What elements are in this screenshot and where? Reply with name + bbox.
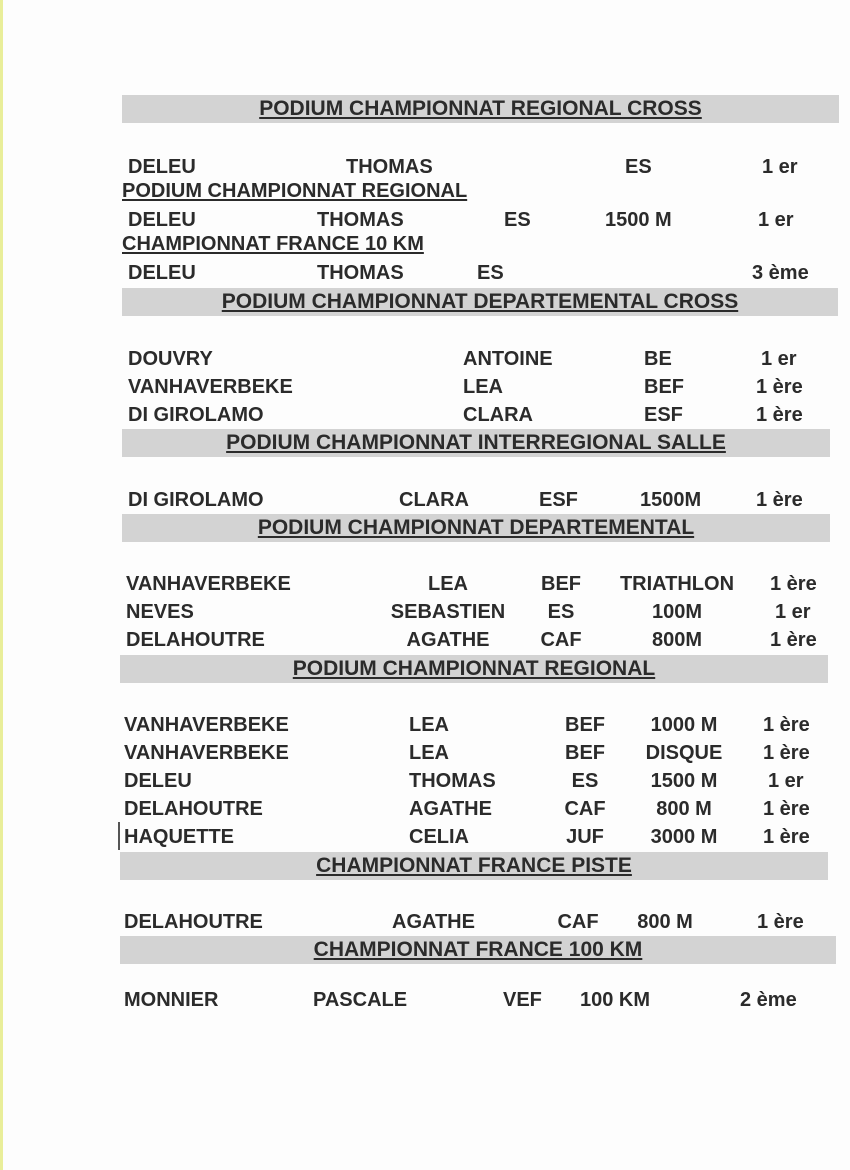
athlete-category: ES: [547, 601, 575, 623]
athlete-lastname: MONNIER: [124, 989, 219, 1011]
table-row: [0, 402, 850, 428]
section-header-france-100km: CHAMPIONNAT FRANCE 100 KM: [120, 936, 836, 964]
athlete-lastname: DOUVRY: [128, 348, 213, 370]
athlete-lastname: VANHAVERBEKE: [128, 376, 293, 398]
athlete-place: 1 ère: [763, 714, 810, 736]
table-row: [0, 796, 850, 822]
athlete-lastname: NEVES: [126, 601, 194, 623]
athlete-lastname: DELAHOUTRE: [124, 798, 263, 820]
athlete-lastname: VANHAVERBEKE: [124, 714, 289, 736]
section-header-regional: PODIUM CHAMPIONNAT REGIONAL: [120, 655, 828, 683]
table-row: [0, 599, 850, 625]
athlete-category: CAF: [557, 911, 599, 933]
athlete-firstname: SEBASTIEN: [390, 601, 506, 623]
athlete-event: 1500M: [640, 489, 702, 511]
athlete-category: BEF: [644, 376, 684, 398]
table-row: [0, 627, 850, 653]
athlete-event: 800 M: [656, 798, 712, 820]
section-header-departemental: PODIUM CHAMPIONNAT DEPARTEMENTAL: [122, 514, 830, 542]
table-row: [0, 154, 850, 180]
athlete-firstname: CLARA: [463, 404, 533, 426]
athlete-event: 100 KM: [580, 989, 651, 1011]
section-header-cross-departemental: PODIUM CHAMPIONNAT DEPARTEMENTAL CROSS: [122, 288, 838, 316]
athlete-firstname: ANTOINE: [463, 348, 553, 370]
table-row: [0, 987, 850, 1013]
athlete-category: CAF: [540, 629, 582, 651]
athlete-category: ES: [571, 770, 599, 792]
athlete-place: 1 ère: [763, 798, 810, 820]
athlete-event: 1500 M: [650, 770, 718, 792]
athlete-firstname: LEA: [463, 376, 503, 398]
table-row: [0, 487, 850, 513]
athlete-firstname: PASCALE: [313, 989, 408, 1011]
athlete-firstname: THOMAS: [346, 156, 433, 178]
athlete-lastname: DELAHOUTRE: [126, 629, 265, 651]
athlete-event: 100M: [651, 601, 703, 623]
athlete-category: ESF: [644, 404, 683, 426]
athlete-category: ESF: [539, 489, 578, 511]
athlete-firstname: LEA: [409, 742, 449, 764]
athlete-category: VEF: [503, 989, 542, 1011]
section-header-france-piste: CHAMPIONNAT FRANCE PISTE: [120, 852, 828, 880]
athlete-place: 1 er: [758, 209, 794, 231]
athlete-firstname: CLARA: [399, 489, 469, 511]
athlete-place: 3 ème: [752, 262, 809, 284]
athlete-category: BEF: [565, 742, 605, 764]
section-header-cross-regional: PODIUM CHAMPIONNAT REGIONAL CROSS: [122, 95, 839, 123]
table-row: [0, 207, 850, 233]
table-row: [0, 260, 850, 286]
athlete-lastname: VANHAVERBEKE: [126, 573, 291, 595]
section-title-regional: PODIUM CHAMPIONNAT REGIONAL: [122, 180, 468, 202]
table-row: [0, 824, 850, 850]
athlete-lastname: DI GIROLAMO: [128, 489, 264, 511]
athlete-place: 1 ère: [770, 573, 817, 595]
athlete-place: 1 er: [768, 770, 804, 792]
athlete-firstname: LEA: [428, 573, 468, 595]
athlete-place: 1 ère: [756, 489, 803, 511]
table-row: [0, 712, 850, 738]
table-row: [0, 740, 850, 766]
athlete-lastname: HAQUETTE: [124, 826, 234, 848]
athlete-firstname: AGATHE: [406, 629, 490, 651]
table-row: [0, 571, 850, 597]
athlete-category: JUF: [566, 826, 604, 848]
athlete-firstname: LEA: [409, 714, 449, 736]
table-row: [0, 346, 850, 372]
athlete-place: 1 er: [775, 601, 811, 623]
athlete-category: ES: [625, 156, 652, 178]
athlete-place: 1 ère: [763, 826, 810, 848]
athlete-place: 1 ère: [756, 376, 803, 398]
athlete-category: BEF: [565, 714, 605, 736]
athlete-place: 1 ère: [770, 629, 817, 651]
athlete-event: 1500 M: [605, 209, 672, 231]
athlete-event: 800M: [651, 629, 703, 651]
athlete-category: BEF: [541, 573, 581, 595]
athlete-place: 2 ème: [740, 989, 797, 1011]
athlete-place: 1 er: [761, 348, 797, 370]
athlete-lastname: DELEU: [128, 156, 196, 178]
athlete-event: 1000 M: [650, 714, 718, 736]
section-header-interregional-salle: PODIUM CHAMPIONNAT INTERREGIONAL SALLE: [122, 429, 830, 457]
athlete-firstname: THOMAS: [409, 770, 496, 792]
athlete-firstname: THOMAS: [317, 262, 404, 284]
athlete-firstname: AGATHE: [392, 911, 475, 933]
athlete-event: TRIATHLON: [619, 573, 735, 595]
athlete-category: CAF: [564, 798, 606, 820]
athlete-lastname: DELEU: [128, 262, 196, 284]
section-title-france-10km: CHAMPIONNAT FRANCE 10 KM: [122, 233, 424, 255]
athlete-lastname: DELEU: [128, 209, 196, 231]
athlete-lastname: DI GIROLAMO: [128, 404, 264, 426]
athlete-place: 1 ère: [756, 404, 803, 426]
athlete-event: DISQUE: [645, 742, 723, 764]
table-row: [0, 909, 850, 935]
athlete-category: ES: [477, 262, 504, 284]
athlete-category: BE: [644, 348, 672, 370]
athlete-event: 800 M: [637, 911, 693, 933]
athlete-firstname: AGATHE: [409, 798, 492, 820]
athlete-lastname: VANHAVERBEKE: [124, 742, 289, 764]
athlete-place: 1 ère: [763, 742, 810, 764]
athlete-place: 1 er: [762, 156, 798, 178]
athlete-firstname: THOMAS: [317, 209, 404, 231]
athlete-firstname: CELIA: [409, 826, 469, 848]
athlete-lastname: DELAHOUTRE: [124, 911, 263, 933]
athlete-category: ES: [504, 209, 531, 231]
table-row: [0, 374, 850, 400]
athlete-event: 3000 M: [650, 826, 718, 848]
table-row: [0, 768, 850, 794]
athlete-lastname: DELEU: [124, 770, 192, 792]
athlete-place: 1 ère: [757, 911, 804, 933]
